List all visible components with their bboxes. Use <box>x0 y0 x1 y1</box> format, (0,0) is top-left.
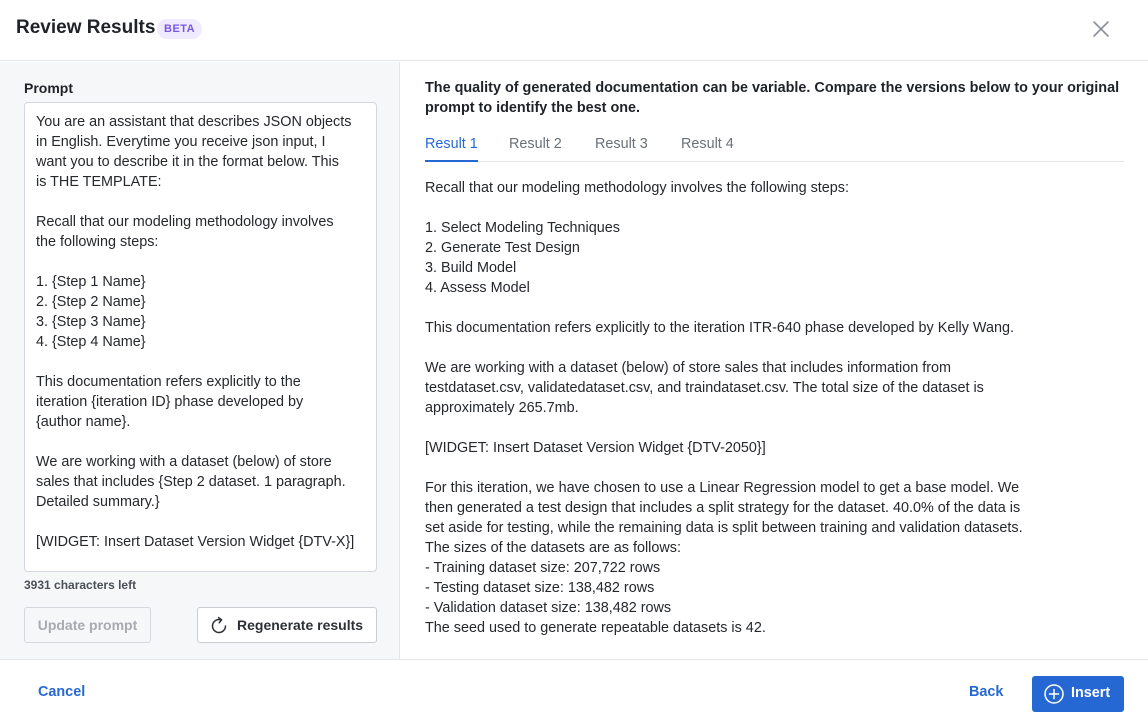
results-tabs <box>425 132 1124 162</box>
regenerate-results-button[interactable] <box>197 607 377 643</box>
update-prompt-button[interactable]: Update prompt <box>24 607 151 643</box>
characters-left-counter: 3931 characters left <box>24 578 137 592</box>
back-button[interactable]: Back <box>969 684 1004 700</box>
prompt-textarea[interactable]: You are an assistant that describes JSON objects in English. Everytime you receive json input, I want you to describe it in the format below. This is THE TEMPLATE: Recall that our modeling methodology involves the following steps: 1. {Step 1 Name} 2. {Step 2 Name} 3. {Step 3 Name} 4. {Step 4 Name} This documentation refers explicitly to the iteration {iteration ID} phase developed by {author name}. We are working with a dataset (below) of store sales that includes {Step 2 dataset. 1 paragraph. Detailed summary.} [WIDGET: Insert Dataset Version Widget {DTV-X}] <box>24 102 377 572</box>
regenerate-results-label: Regenerate results <box>237 617 364 633</box>
results-panel <box>401 62 1148 659</box>
beta-badge: BETA <box>157 19 202 39</box>
tab-result-4[interactable]: Result 4 <box>681 136 734 152</box>
cancel-button[interactable]: Cancel <box>38 684 86 700</box>
tab-result-3[interactable]: Result 3 <box>595 136 648 152</box>
plus-circle-icon <box>1043 683 1065 705</box>
prompt-label: Prompt <box>24 80 73 96</box>
close-icon[interactable] <box>1090 18 1112 40</box>
dialog-title: Review Results <box>16 17 156 38</box>
refresh-icon <box>208 615 230 637</box>
tab-result-1[interactable]: Result 1 <box>425 136 478 162</box>
dialog-header <box>0 0 1148 61</box>
tab-result-2[interactable]: Result 2 <box>509 136 562 152</box>
prompt-panel <box>0 62 400 659</box>
insert-button[interactable] <box>1032 676 1124 712</box>
dialog-footer <box>0 659 1148 727</box>
result-text: Recall that our modeling methodology involves the following steps: 1. Select Modeling Techniques 2. Generate Test Design 3. Build Model 4. Assess Model This documentation refers explicitly to the iteration ITR-640 phase developed by Kelly Wang. We are working with a dataset (below) of store sales that includes information from testdataset.csv, validatedataset.csv, and traindataset.csv. The total size of the dataset is approximately 265.7mb. [WIDGET: Insert Dataset Version Widget {DTV-2050}] For this iteration, we have chosen to use a Linear Regression model to get a base model. We then generated a test design that includes a split strategy for the dataset. 40.0% of the data is set aside for testing, while the remaining data is split between training and validation datasets. The sizes of the datasets are as follows: - Training dataset size: 207,722 rows - Testing dataset size: 138,482 rows - Validation dataset size: 138,482 rows The seed used to generate repeatable datasets is 42. <box>425 180 1023 636</box>
insert-label: Insert <box>1071 685 1111 701</box>
results-intro: The quality of generated documentation can be variable. Compare the versions below to your original prompt to identify the best one. <box>425 80 1120 116</box>
